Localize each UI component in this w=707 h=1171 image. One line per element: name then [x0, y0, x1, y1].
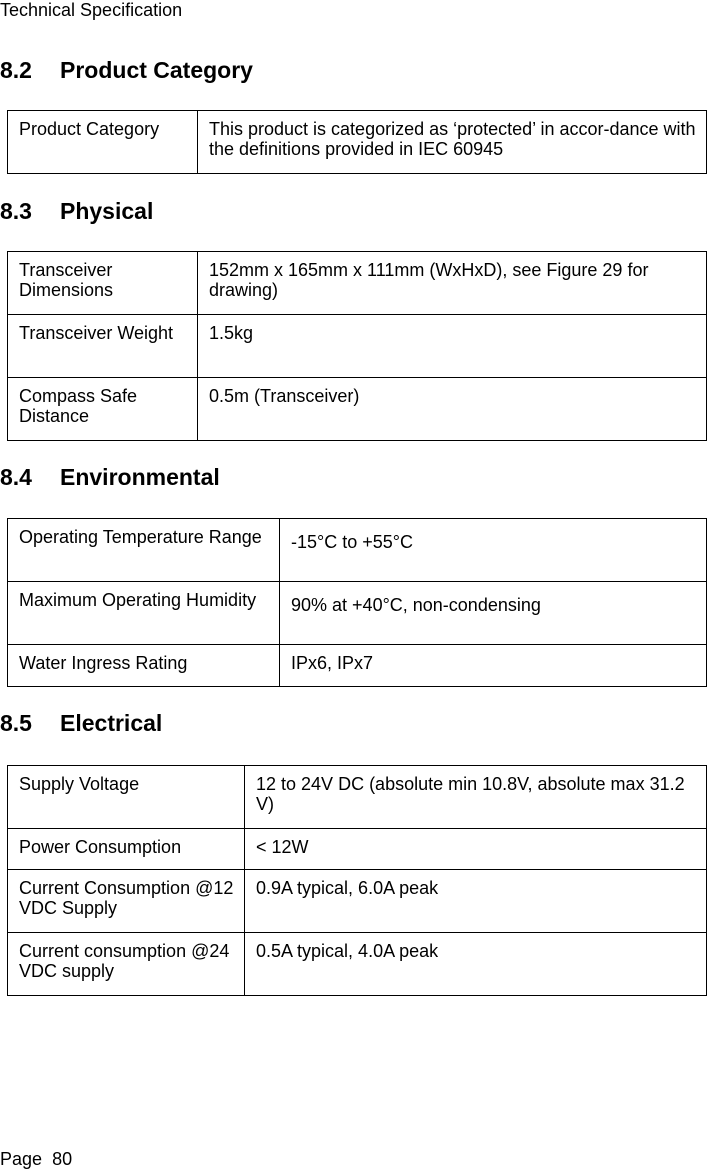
- spec-label: Transceiver Weight: [8, 315, 198, 378]
- section-number: 8.4: [0, 464, 32, 490]
- table-row: [8, 829, 707, 870]
- table-row: [8, 766, 707, 829]
- spec-value: < 12W: [245, 829, 707, 870]
- electrical-table: [7, 765, 707, 996]
- page-label: Page: [0, 1149, 43, 1169]
- section-number: 8.3: [0, 198, 32, 224]
- spec-value: 12 to 24V DC (absolute min 10.8V, absolute max 31.2 V): [245, 766, 707, 829]
- table-row: [8, 252, 707, 315]
- physical-table: [7, 251, 707, 441]
- spec-value: 0.5A typical, 4.0A peak: [245, 933, 707, 996]
- spec-value: -15°C to +55°C: [280, 519, 707, 582]
- spec-value: 152mm x 165mm x 111mm (WxHxD), see Figure 29 for drawing): [198, 252, 707, 315]
- spec-label: Maximum Operating Humidity: [8, 582, 280, 645]
- section-number: 8.5: [0, 710, 32, 736]
- table-row: [8, 582, 707, 645]
- product-category-table: [7, 110, 707, 174]
- section-heading-physical: [0, 198, 153, 224]
- section-number: 8.2: [0, 57, 32, 83]
- spec-label: Product Category: [8, 111, 198, 174]
- spec-label: Current Consumption @12 VDC Supply: [8, 870, 245, 933]
- environmental-table: [7, 518, 707, 687]
- spec-label: Compass Safe Distance: [8, 378, 198, 441]
- section-title: Physical: [60, 198, 154, 224]
- running-header: Technical Specification: [0, 0, 183, 20]
- spec-label: Power Consumption: [8, 829, 245, 870]
- spec-label: Supply Voltage: [8, 766, 245, 829]
- spec-value: This product is categorized as ‘protected’ in accor-dance with the definitions provided in IEC 60945: [198, 111, 707, 174]
- table-row: [8, 645, 707, 687]
- table-row: [8, 378, 707, 441]
- section-title: Environmental: [60, 464, 220, 490]
- table-row: [8, 315, 707, 378]
- table-row: [8, 111, 707, 174]
- spec-label: Current consumption @24 VDC supply: [8, 933, 245, 996]
- section-heading-environmental: [0, 464, 220, 490]
- spec-value: IPx6, IPx7: [280, 645, 707, 687]
- spec-value: 0.9A typical, 6.0A peak: [245, 870, 707, 933]
- section-title: Product Category: [60, 57, 253, 83]
- table-row: [8, 933, 707, 996]
- spec-label: Transceiver Dimensions: [8, 252, 198, 315]
- table-row: [8, 870, 707, 933]
- spec-value: 0.5m (Transceiver): [198, 378, 707, 441]
- spec-label: Operating Temperature Range: [8, 519, 280, 582]
- table-row: [8, 519, 707, 582]
- section-heading-product-category: [0, 57, 253, 83]
- spec-label: Water Ingress Rating: [8, 645, 280, 687]
- spec-value: 90% at +40°C, non-condensing: [280, 582, 707, 645]
- page-number: 80: [52, 1149, 73, 1169]
- spec-value: 1.5kg: [198, 315, 707, 378]
- page-footer: [0, 1149, 72, 1169]
- section-heading-electrical: [0, 710, 162, 736]
- section-title: Electrical: [60, 710, 163, 736]
